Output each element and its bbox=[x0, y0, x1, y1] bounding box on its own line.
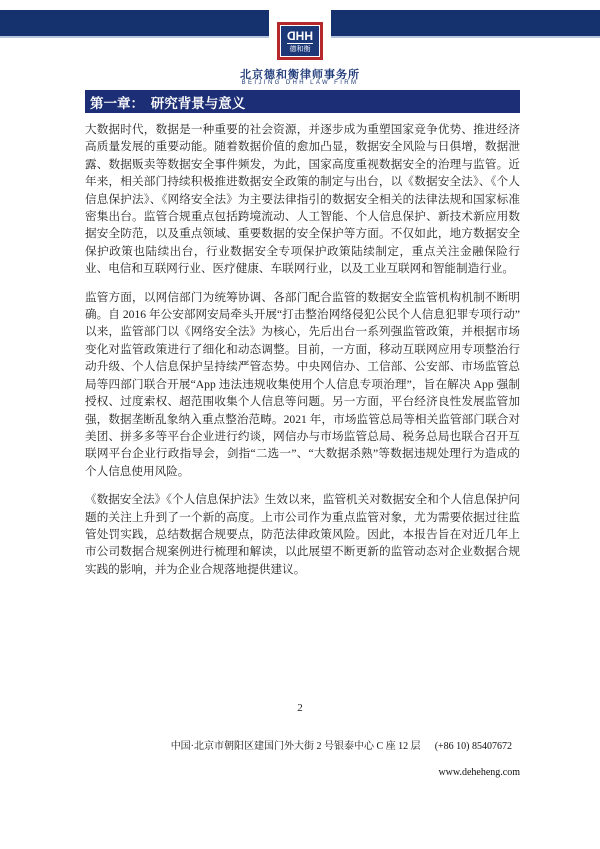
chapter-heading-bar bbox=[85, 90, 520, 113]
dhh-logo-letters bbox=[287, 30, 313, 42]
dhh-logo-core bbox=[281, 26, 319, 56]
chapter-heading-text: 第一章： 研究背景与意义 bbox=[90, 95, 246, 111]
logo-divider bbox=[287, 43, 313, 44]
firm-name-chinese: 北京德和衡律师事务所 bbox=[240, 69, 360, 81]
page-number: 2 bbox=[297, 702, 303, 714]
body-content bbox=[85, 121, 520, 589]
footer-website: www.deheheng.com bbox=[438, 767, 520, 778]
paragraph-3: 《数据安全法》《个人信息保护法》生效以来，监管机关对数据安全和个人信息保护问题的关注上升到了一个新的高度。上市公司作为重点监管对象，尤为需要依据过往监管处罚实践，总结数据合规要点，防范法律政策风险。因此，本报告旨在对近几年上市公司数据合规案例进行梳理和解读，以此展望不断更新的监管动态对企业数据合规实践的影响，并为企业合规落地提供建议。 bbox=[85, 493, 520, 576]
firm-name-english: BEIJING DHH LAW FIRM bbox=[241, 80, 359, 86]
footer-phone: (+86 10) 85407672 bbox=[434, 741, 512, 752]
footer-address: 中国·北京市朝阳区建国门外大街 2 号银泰中心 C 座 12 层 bbox=[170, 741, 421, 752]
logo-script-name: 德和衡 bbox=[289, 44, 311, 53]
dhh-letter-d: D bbox=[286, 28, 296, 43]
dhh-logo-icon bbox=[277, 22, 323, 60]
footer-contact-row bbox=[85, 737, 520, 752]
dhh-letters-hh: HH bbox=[295, 28, 313, 43]
logo-panel bbox=[269, 4, 331, 68]
paragraph-1: 大数据时代，数据是一种重要的社会资源，并逐步成为重塑国家竞争优势、推进经济高质量发展的重要动能。随着数据价值的愈加凸显，数据安全风险与日俱增，数据泄露、数据贩卖等数据安全事件频发，为此，国家高度重视数据安全的治理与监管。近年来，相关部门持续积极推进数据安全政策的制定与出台，以《数据安全法》、《个人信息保护法》、《网络安全法》为主要法律指引的数据安全相关的法律法规和国家标准密集出台。监管合规重点包括跨境流动、人工智能、个人信息保护、新技术新应用数据安全防范，以及重点领域、重要数据的安全保护等方面。不仅如此，地方数据安全保护政策也陆续出台，行业数据安全专项保护政策陆续制定，重点关注金融保险行业、电信和互联网行业、医疗健康、车联网行业，以及工业互联网和智能制造行业。 bbox=[85, 123, 520, 276]
paragraph-2: 监管方面，以网信部门为统筹协调、各部门配合监管的数据安全监管机构机制不断明确。自 2016 年公安部网安局牵头开展“打击整治网络侵犯公民个人信息犯罪专项行动”以来，监管部门以《网络安全法》为核心，先后出台一系列强监管政策，并根据市场变化对监管政策进行了细化和动态调整。目前，一方面，移动互联网应用专项整治行动升级、个人信息保护呈持续严管态势。中央网信办、工信部、公安部、市场监管总局等四部门联合开展“App 违法违规收集使用个人信息专项治理”，旨在解决 App 强制授权、过度索权、超范围收集个人信息等问题。另一方面，平台经济良性发展监管加强，数据垄断乱象纳入重点整治范畴。2021 年，市场监管总局等相关监管部门联合对美团、拼多多等平台企业进行约谈，网信办与市场监管总局、税务总局也联合召开互联网平台企业行政指导会，剑指“二选一”、“大数据杀熟”等数据违规处理行为造成的个人信息使用风险。 bbox=[85, 290, 520, 478]
